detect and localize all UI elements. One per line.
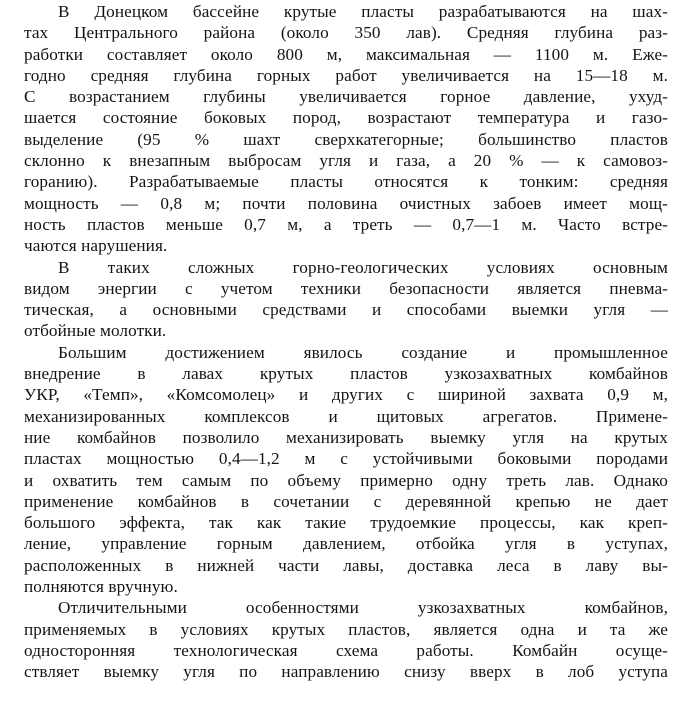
document-page <box>24 1 668 703</box>
text-line: расположенных в нижней части лавы, доставка леса в лаву вы- <box>24 555 668 575</box>
text-line: Отличительными особенностями узкозахватных комбайнов, <box>58 598 668 618</box>
text-line: горанию). Разрабатываемые пласты относятся к тонким: средняя <box>24 172 668 192</box>
text-line: пластах мощностью 0,4—1,2 м с устойчивыми боковыми породами <box>24 449 668 469</box>
text-line: выделение (95 % шахт сверхкатегорные; большинство пластов <box>24 129 668 149</box>
text-line: отбойные молотки. <box>24 321 167 341</box>
text-line: УКР, «Темп», «Комсомолец» и других с шириной захвата 0,9 м, <box>24 385 668 405</box>
text-line: работки составляет около 800 м, максимальная — 1100 м. Еже- <box>24 44 668 64</box>
text-line: чаются нарушения. <box>24 236 168 256</box>
text-line: шается состояние боковых пород, возрастают температура и газо- <box>24 108 668 128</box>
text-line: тах Центрального района (около 350 лав). Средняя глубина раз- <box>24 23 668 43</box>
text-line: годно средняя глубина горных работ увеличивается на 15—18 м. <box>24 65 668 85</box>
text-line: применяемых в условиях крутых пластов, является одна и та же <box>24 619 668 639</box>
text-line: В таких сложных горно-геологических условиях основным <box>58 257 668 277</box>
text-line: ление, управление горным давлением, отбойка угля в уступах, <box>24 534 668 554</box>
text-line: ность пластов меньше 0,7 м, а треть — 0,7—1 м. Часто встре- <box>24 214 668 234</box>
text-line: мощность — 0,8 м; почти половина очистных забоев имеет мощ- <box>24 193 668 213</box>
text-line: применение комбайнов в сочетании с деревянной крепью не дает <box>24 491 668 511</box>
text-line: полняются вручную. <box>24 577 178 597</box>
text-line: внедрение в лавах крутых пластов узкозахватных комбайнов <box>24 364 668 384</box>
text-line: тическая, а основными средствами и способами выемки угля — <box>24 300 668 320</box>
text-line: С возрастанием глубины увеличивается горное давление, ухуд- <box>24 87 668 107</box>
paragraph-4 <box>24 597 668 682</box>
text-line: склонно к внезапным выбросам угля и газа, а 20 % — к самовоз- <box>24 151 668 171</box>
paragraph-1 <box>24 1 668 257</box>
text-line: большого эффекта, так как такие трудоемкие процессы, как креп- <box>24 513 668 533</box>
paragraph-3 <box>24 342 668 598</box>
text-line: и охватить тем самым по объему примерно одну треть лав. Однако <box>24 470 668 490</box>
text-line: ние комбайнов позволило механизировать выемку угля на крутых <box>24 427 668 447</box>
text-line: механизированных комплексов и щитовых агрегатов. Примене- <box>24 406 668 426</box>
text-line: Большим достижением явилось создание и промышленное <box>58 342 668 362</box>
text-line: В Донецком бассейне крутые пласты разрабатываются на шах- <box>58 2 668 21</box>
text-line: ствляет выемку угля по направлению снизу вверх в лоб уступа <box>24 662 668 682</box>
text-line: видом энергии с учетом техники безопасности является пневма- <box>24 278 668 298</box>
text-line: односторонняя технологическая схема работы. Комбайн осуще- <box>24 640 668 660</box>
paragraph-2 <box>24 257 668 342</box>
